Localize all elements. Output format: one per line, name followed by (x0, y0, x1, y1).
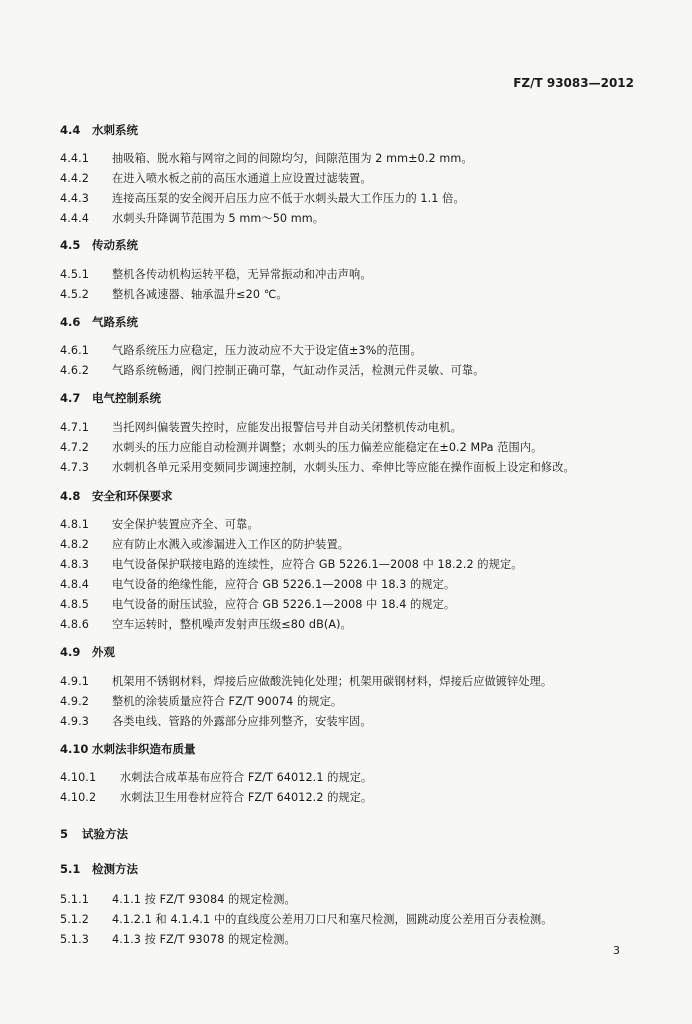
clause-item: 4.5.2 整机各减速器、轴承温升≤20 ℃。 (60, 288, 288, 301)
chapter-heading: 5 试验方法 (60, 827, 128, 841)
clause-item: 4.6.2 气路系统畅通，阀门控制正确可靠，气缸动作灵活，检测元件灵敏、可靠。 (60, 364, 485, 377)
clause-item: 4.9.1 机架用不锈钢材料，焊接后应做酸洗钝化处理；机架用碳钢材料，焊接后应做镀锌处理。 (60, 675, 553, 688)
clause-item: 4.7.2 水刺头的压力应能自动检测并调整；水刺头的压力偏差应能稳定在±0.2 MPa 范围内。 (60, 441, 543, 454)
clause-item: 5.1.1 4.1.1 按 FZ/T 93084 的规定检测。 (60, 893, 296, 906)
clause-item: 4.8.5 电气设备的耐压试验，应符合 GB 5226.1—2008 中 18.4 的规定。 (60, 598, 456, 611)
clause-item: 5.1.2 4.1.2.1 和 4.1.4.1 中的直线度公差用刀口尺和塞尺检测，圆跳动度公差用百分表检测。 (60, 913, 553, 926)
clause-item: 4.7.1 当托网纠偏装置失控时，应能发出报警信号并自动关闭整机传动电机。 (60, 421, 462, 434)
page-number: 3 (613, 944, 620, 957)
clause-item: 4.4.1 抽吸箱、脱水箱与网帘之间的间隙均匀，间隙范围为 2 mm±0.2 mm。 (60, 152, 473, 165)
section-heading: 4.6 气路系统 (60, 315, 138, 329)
clause-item: 4.9.3 各类电线、管路的外露部分应排列整齐，安装牢固。 (60, 715, 372, 728)
clause-item: 4.7.3 水刺机各单元采用变频同步调速控制，水刺头压力、牵伸比等应能在操作面板上设定和修改。 (60, 461, 575, 474)
clause-item: 4.8.1 安全保护装置应齐全、可靠。 (60, 518, 259, 531)
clause-item: 4.8.6 空车运转时，整机噪声发射声压级≤80 dB(A)。 (60, 618, 352, 631)
section-heading: 4.8 安全和环保要求 (60, 489, 173, 503)
clause-item: 4.4.3 连接高压泵的安全阀开启压力应不低于水刺头最大工作压力的 1.1 倍。 (60, 192, 465, 205)
section-heading: 4.10 水刺法非织造布质量 (60, 742, 196, 756)
clause-item: 4.5.1 整机各传动机构运转平稳，无异常振动和冲击声响。 (60, 268, 372, 281)
clause-item: 4.9.2 整机的涂装质量应符合 FZ/T 90074 的规定。 (60, 695, 343, 708)
section-heading: 5.1 检测方法 (60, 862, 138, 876)
clause-item: 4.10.1 水刺法合成革基布应符合 FZ/T 64012.1 的规定。 (60, 771, 373, 784)
clause-item: 5.1.3 4.1.3 按 FZ/T 93078 的规定检测。 (60, 933, 296, 946)
section-heading: 4.4 水刺系统 (60, 123, 138, 137)
clause-item: 4.10.2 水刺法卫生用卷材应符合 FZ/T 64012.2 的规定。 (60, 791, 373, 804)
section-heading: 4.5 传动系统 (60, 238, 138, 252)
clause-item: 4.8.4 电气设备的绝缘性能，应符合 GB 5226.1—2008 中 18.3 的规定。 (60, 578, 456, 591)
clause-item: 4.4.2 在进入喷水板之前的高压水通道上应设置过滤装置。 (60, 172, 372, 185)
clause-item: 4.8.3 电气设备保护联接电路的连续性，应符合 GB 5226.1—2008 中 18.2.2 的规定。 (60, 558, 523, 571)
section-heading: 4.7 电气控制系统 (60, 391, 161, 405)
clause-item: 4.4.4 水刺头升降调节范围为 5 mm～50 mm。 (60, 212, 325, 225)
standard-code: FZ/T 93083—2012 (513, 76, 634, 90)
clause-item: 4.8.2 应有防止水溅入或渗漏进入工作区的防护装置。 (60, 538, 350, 551)
section-heading: 4.9 外观 (60, 645, 115, 659)
clause-item: 4.6.1 气路系统压力应稳定，压力波动应不大于设定值±3%的范围。 (60, 344, 422, 357)
